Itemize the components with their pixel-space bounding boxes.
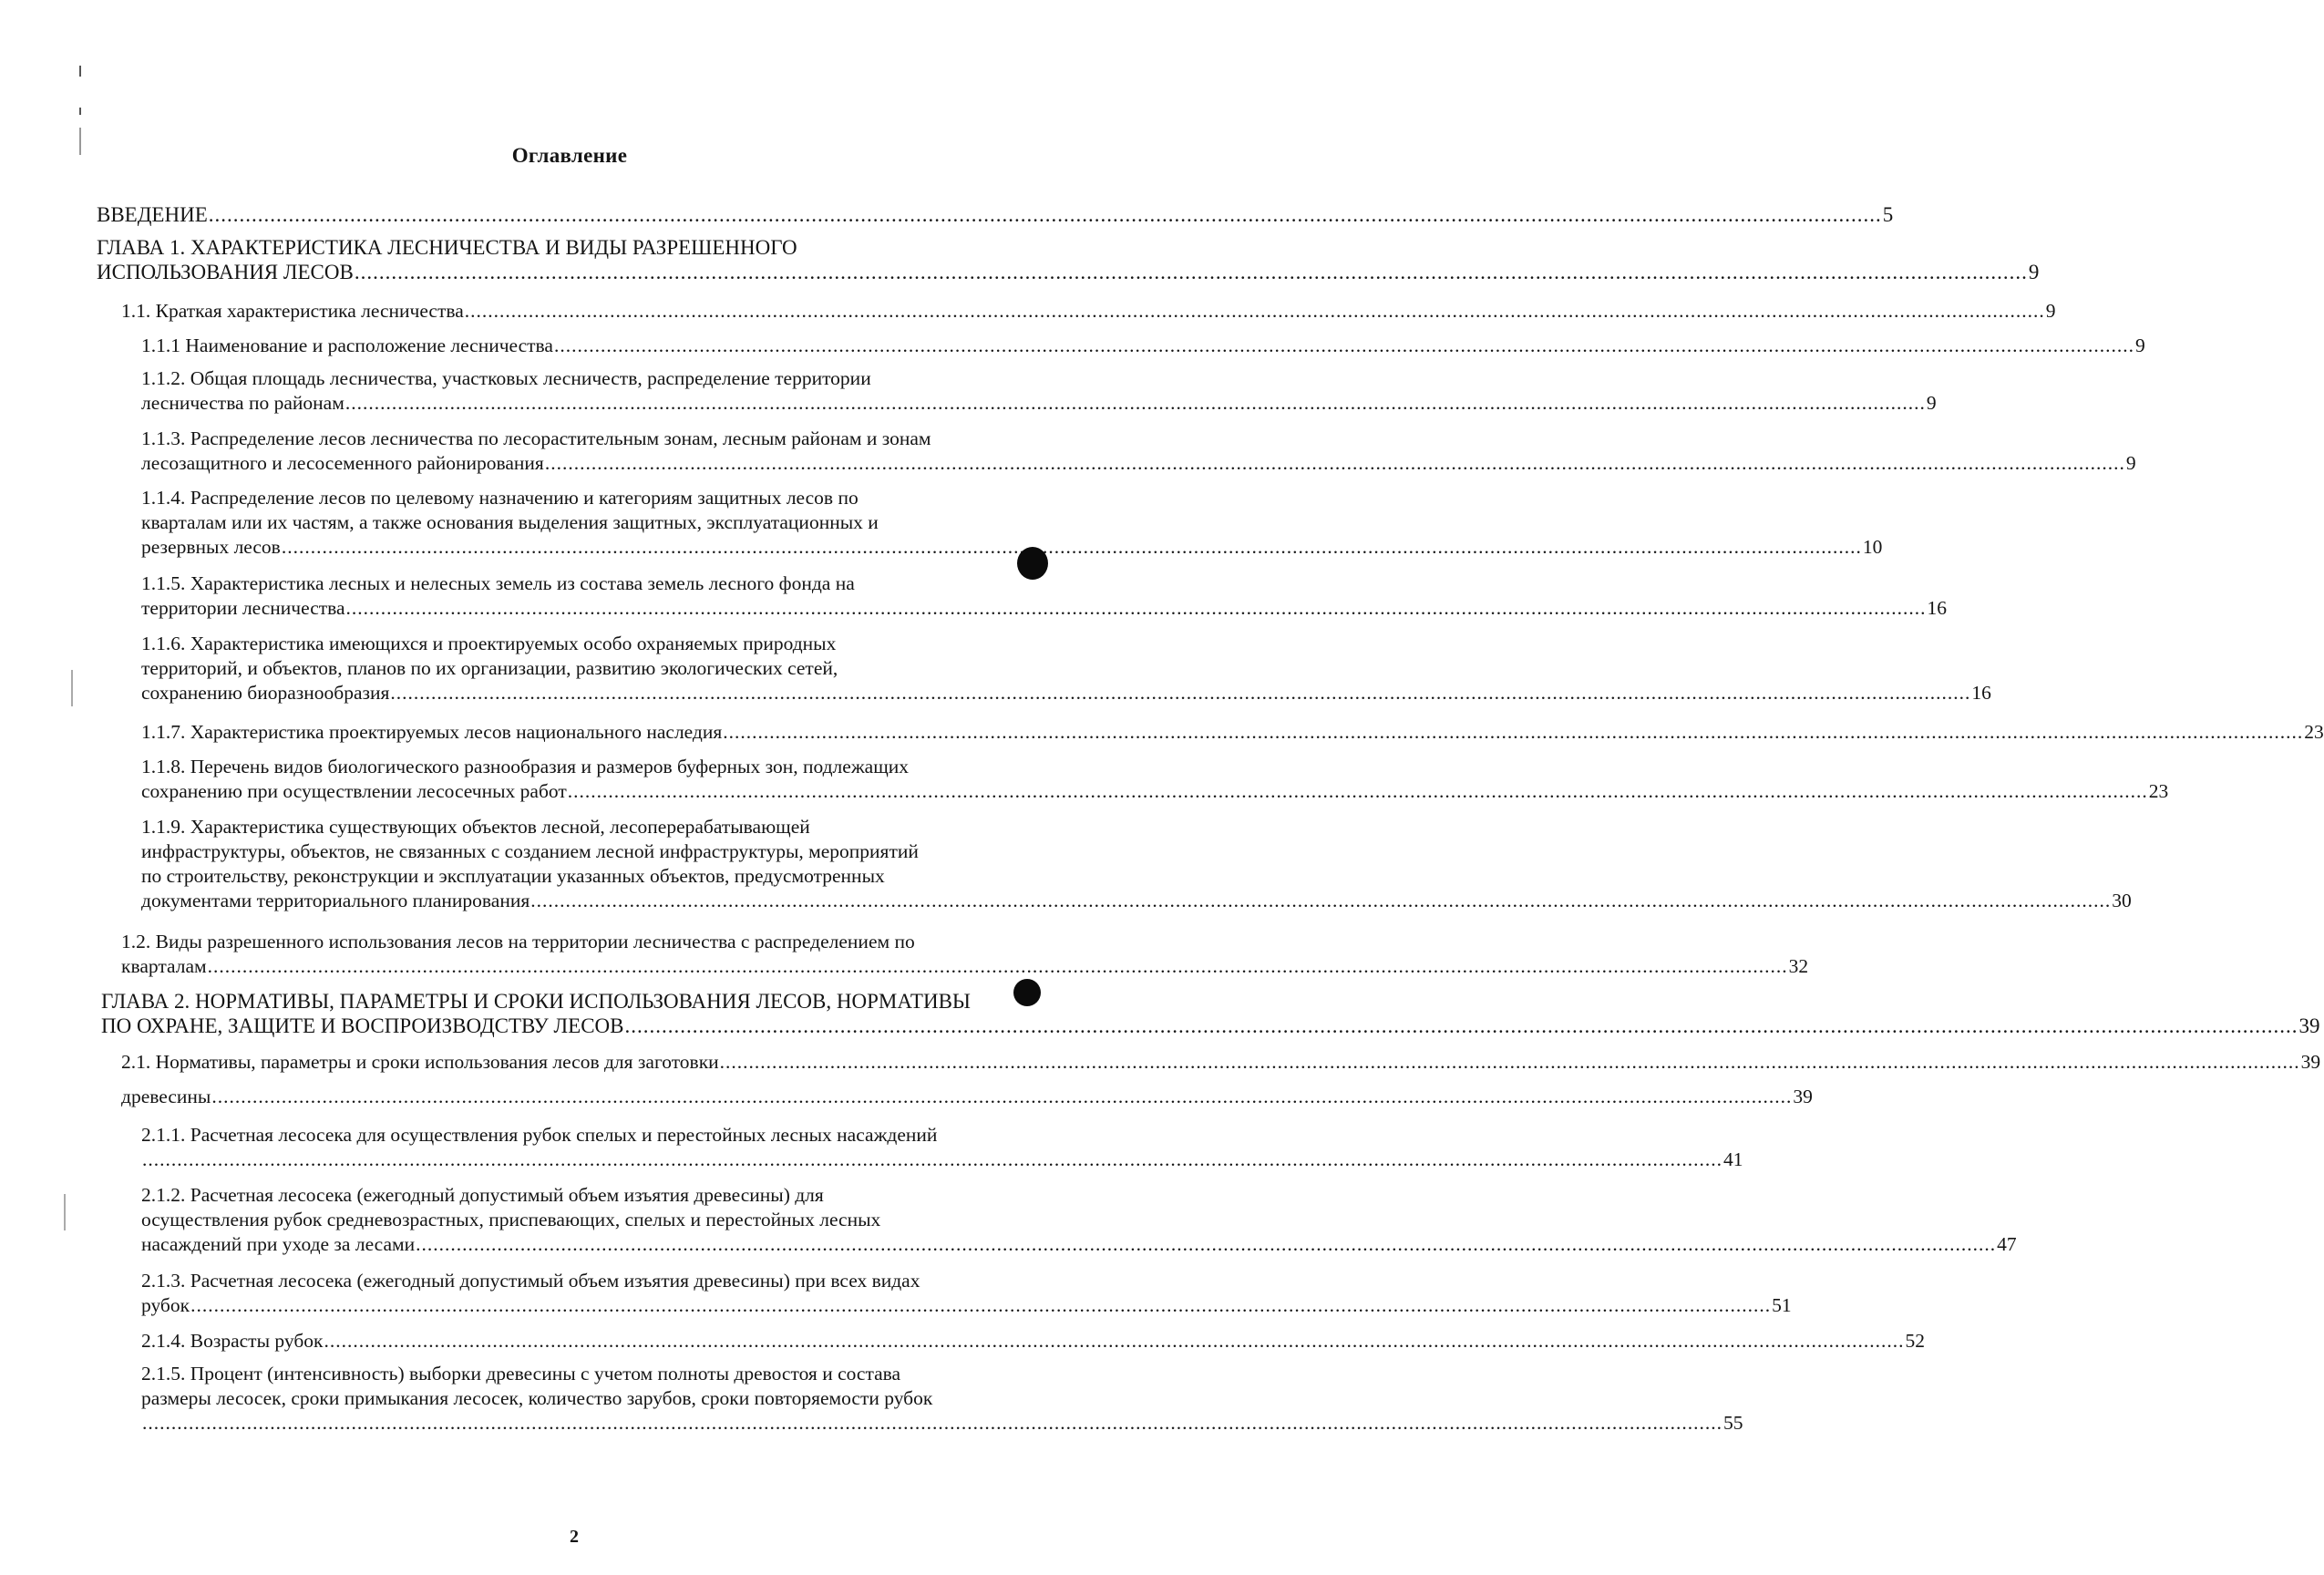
toc-entry-text: 1.1. Краткая характеристика лесничества — [121, 300, 464, 322]
leader-dots — [390, 681, 1970, 705]
toc-entry-last-line — [141, 535, 1883, 560]
leader-dots — [554, 334, 2134, 358]
toc-entry[interactable] — [141, 815, 2132, 913]
toc-page-number: 47 — [1997, 1233, 2017, 1255]
toc-entry-text: ИСПОЛЬЗОВАНИЯ ЛЕСОВ — [97, 261, 354, 283]
leader-dots — [142, 1411, 1722, 1436]
toc-entry[interactable] — [121, 930, 1809, 979]
leader-dots — [545, 451, 2125, 476]
leader-dots — [208, 954, 1788, 979]
leader-dots — [346, 596, 1927, 621]
scan-speck — [64, 1194, 66, 1230]
toc-entry[interactable] — [97, 235, 2040, 284]
toc-entry-text: документами территориального планирования — [141, 890, 530, 911]
toc-page-number: 23 — [2304, 721, 2324, 743]
toc-entry-text: резервных лесов — [141, 536, 281, 558]
toc-entry-last-line — [121, 1085, 1813, 1109]
toc-entry-last-line — [141, 1411, 1743, 1436]
toc-page-number: 9 — [2045, 300, 2056, 322]
toc-entry-text: 1.1.2. Общая площадь лесничества, участковых лесничеств, распределение территории — [141, 367, 871, 389]
toc-page-number: 30 — [2112, 890, 2132, 911]
toc-entry-last-line — [141, 720, 2324, 745]
toc-entry-text: сохранению биоразнообразия — [141, 682, 390, 704]
leader-dots — [190, 1293, 1771, 1318]
toc-page-number: 9 — [1926, 392, 1937, 414]
scan-speck — [79, 128, 81, 155]
toc-page-number: 39 — [2298, 1014, 2320, 1037]
toc-entry-text: ВВЕДЕНИЕ — [97, 203, 208, 226]
scan-speck — [79, 108, 81, 115]
hole-punch-mark — [1013, 979, 1041, 1006]
toc-entry[interactable] — [121, 1085, 1813, 1109]
toc-page-number: 55 — [1723, 1412, 1743, 1434]
toc-entry-last-line — [141, 451, 2136, 476]
toc-entry[interactable] — [141, 571, 1948, 621]
toc-page-number: 9 — [2125, 452, 2136, 474]
toc-entry-text: 1.1.6. Характеристика имеющихся и проектируемых особо охраняемых природных — [141, 633, 837, 654]
toc-entry-text: насаждений при уходе за лесами — [141, 1233, 416, 1255]
toc-entry-text: 2.1.1. Расчетная лесосека для осуществления рубок спелых и перестойных лесных насаждений — [141, 1124, 938, 1146]
toc-entry-text: по строительству, реконструкции и эксплуатации указанных объектов, предусмотренных — [141, 865, 885, 887]
leader-dots — [345, 391, 1926, 416]
toc-entry-text: инфраструктуры, объектов, не связанных с созданием лесной инфраструктуры, мероприятий — [141, 840, 919, 862]
toc-entry[interactable] — [101, 989, 2320, 1038]
leader-dots — [282, 535, 1862, 560]
toc-page-number: 10 — [1862, 536, 1883, 558]
toc-entry[interactable] — [141, 632, 1991, 705]
toc-entry[interactable] — [141, 1269, 1792, 1318]
page-title: Оглавление — [511, 144, 628, 167]
toc-entry-last-line — [121, 954, 1809, 979]
toc-entry-text: кварталам или их частям, а также основания выделения защитных, эксплуатационных и — [141, 511, 879, 533]
toc-entry-text: лесозащитного и лесосеменного районирования — [141, 452, 544, 474]
toc-entry-text: 1.1.4. Распределение лесов по целевому назначению и категориям защитных лесов по — [141, 487, 859, 509]
toc-entry-last-line — [97, 202, 1894, 227]
toc-page-number: 32 — [1788, 955, 1809, 977]
toc-entry-text: 1.1.3. Распределение лесов лесничества по лесорастительным зонам, лесным районам и зонам — [141, 427, 931, 449]
toc-entry-text: ПО ОХРАНЕ, ЗАЩИТЕ И ВОСПРОИЗВОДСТВУ ЛЕСОВ — [101, 1014, 624, 1037]
toc-entry[interactable] — [141, 1329, 1925, 1354]
toc-entry-text: кварталам — [121, 955, 207, 977]
toc-page-number: 9 — [2134, 335, 2145, 356]
toc-entry-text: территории лесничества — [141, 597, 345, 619]
leader-dots — [416, 1232, 1996, 1257]
toc-entry-last-line — [101, 1014, 2320, 1038]
toc-entry-text: 2.1.4. Возрасты рубок — [141, 1330, 324, 1352]
toc-entry-text: древесины — [121, 1086, 211, 1107]
toc-page-number: 23 — [2148, 780, 2169, 802]
leader-dots — [211, 1085, 1792, 1109]
page-number: 2 — [570, 1527, 579, 1547]
toc-entry-text: рубок — [141, 1294, 190, 1316]
toc-page-number: 5 — [1882, 203, 1894, 226]
toc-entry-text: размеры лесосек, сроки примыкания лесосек, количество зарубов, сроки повторяемости рубок — [141, 1387, 933, 1409]
scan-speck — [79, 66, 81, 77]
toc-entry-last-line — [141, 1329, 1925, 1354]
toc-entry-text: 1.1.5. Характеристика лесных и нелесных земель из состава земель лесного фонда на — [141, 572, 855, 594]
toc-entry-text: 2.1.5. Процент (интенсивность) выборки древесины с учетом полноты древостоя и состава — [141, 1363, 901, 1385]
toc-entry-text: территорий, и объектов, планов по их организации, развитию экологических сетей, — [141, 657, 838, 679]
toc-entry-last-line — [121, 1050, 2321, 1075]
toc-entry-text: 1.1.1 Наименование и расположение лесничества — [141, 335, 553, 356]
toc-entry[interactable] — [141, 720, 2324, 745]
toc-entry-text: 2.1.2. Расчетная лесосека (ежегодный допустимый объем изъятия древесины) для — [141, 1184, 824, 1206]
toc-entry[interactable] — [141, 486, 1883, 560]
toc-entry-text: 1.1.8. Перечень видов биологического разнообразия и размеров буферных зон, подлежащих — [141, 756, 910, 777]
toc-entry-text: ГЛАВА 1. ХАРАКТЕРИСТИКА ЛЕСНИЧЕСТВА И ВИДЫ РАЗРЕШЕННОГО — [97, 236, 797, 259]
toc-entry-text: 2.1. Нормативы, параметры и сроки использования лесов для заготовки — [121, 1051, 719, 1073]
toc-entry-text: сохранению при осуществлении лесосечных работ — [141, 780, 567, 802]
toc-entry-last-line — [97, 260, 2040, 284]
toc-entry[interactable] — [121, 1050, 2321, 1075]
leader-dots — [324, 1329, 1904, 1354]
toc-entry[interactable] — [97, 202, 1894, 227]
toc-page-number: 41 — [1723, 1148, 1743, 1170]
leader-dots — [465, 299, 2045, 324]
toc-entry-last-line — [141, 1293, 1792, 1318]
leader-dots — [142, 1148, 1722, 1172]
toc-entry-last-line — [141, 779, 2169, 804]
leader-dots — [530, 889, 2111, 913]
toc-entry-text: 1.1.9. Характеристика существующих объектов лесной, лесоперерабатывающей — [141, 816, 810, 838]
toc-entry-text: ГЛАВА 2. НОРМАТИВЫ, ПАРАМЕТРЫ И СРОКИ ИСПОЛЬЗОВАНИЯ ЛЕСОВ, НОРМАТИВЫ — [101, 990, 971, 1013]
leader-dots — [720, 1050, 2300, 1075]
toc-entry-text: 1.1.7. Характеристика проектируемых лесов национального наследия — [141, 721, 723, 743]
toc-entry-text: 2.1.3. Расчетная лесосека (ежегодный допустимый объем изъятия древесины) при всех видах — [141, 1270, 920, 1292]
toc-entry-last-line — [141, 334, 2145, 358]
toc-entry[interactable] — [141, 755, 2169, 804]
toc-entry-text: 1.2. Виды разрешенного использования лесов на территории лесничества с распределением по — [121, 931, 915, 952]
leader-dots — [355, 260, 2028, 284]
toc-entry-text: лесничества по районам — [141, 392, 344, 414]
toc-entry-last-line — [141, 1148, 1743, 1172]
toc-page-number: 16 — [1927, 597, 1948, 619]
toc-entry-last-line — [141, 889, 2132, 913]
toc-entry-last-line — [141, 1232, 2017, 1257]
toc-entry-last-line — [121, 299, 2056, 324]
toc-entry-last-line — [141, 681, 1991, 705]
toc-entry[interactable] — [141, 1183, 2017, 1257]
toc-page-number: 39 — [1793, 1086, 1813, 1107]
hole-punch-mark — [1017, 547, 1048, 580]
leader-dots — [723, 720, 2303, 745]
toc-page-number: 9 — [2028, 261, 2040, 283]
leader-dots — [568, 779, 2148, 804]
toc-entry[interactable] — [141, 366, 1937, 416]
toc-entry[interactable] — [141, 427, 2136, 476]
toc-page-number: 51 — [1772, 1294, 1792, 1316]
toc-entry-last-line — [141, 391, 1937, 416]
toc-entry[interactable] — [141, 334, 2145, 358]
toc-entry-text: осуществления рубок средневозрастных, приспевающих, спелых и перестойных лесных — [141, 1209, 881, 1230]
toc-entry[interactable] — [141, 1123, 1743, 1172]
leader-dots — [209, 202, 1882, 227]
toc-entry[interactable] — [141, 1362, 1743, 1436]
toc-entry[interactable] — [121, 299, 2056, 324]
toc-page-number: 39 — [2300, 1051, 2321, 1073]
toc-page-number: 16 — [1971, 682, 1991, 704]
leader-dots — [625, 1014, 2298, 1038]
scan-speck — [71, 670, 73, 706]
toc-page-number: 52 — [1905, 1330, 1925, 1352]
toc-entry-last-line — [141, 596, 1948, 621]
